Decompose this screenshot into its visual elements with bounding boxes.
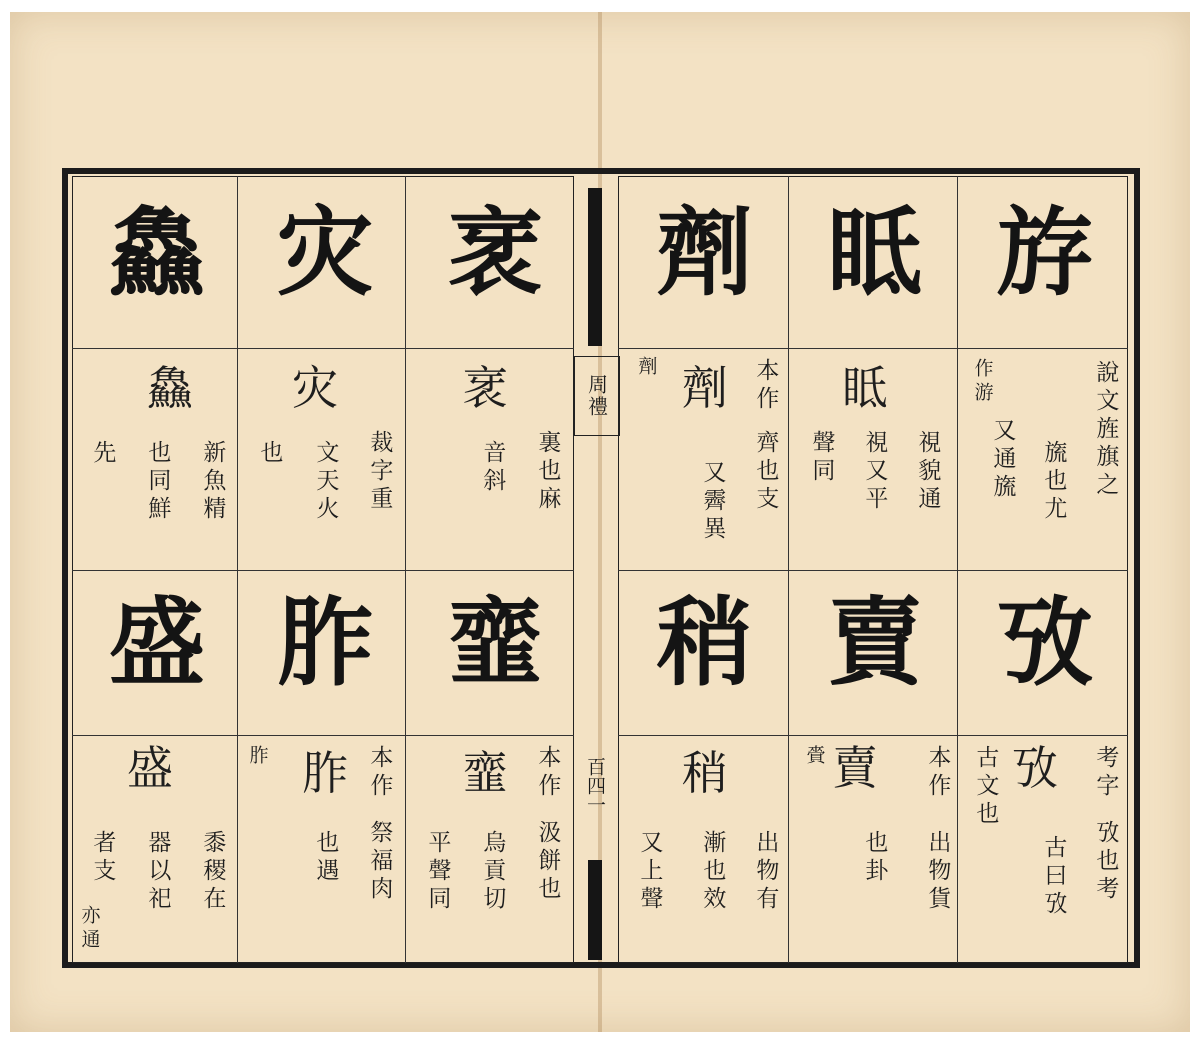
- grid-line: [618, 570, 1128, 571]
- page-number: 百四一: [584, 756, 606, 814]
- seal-script-char: 眡: [842, 361, 888, 415]
- head-char: 稍: [657, 586, 753, 699]
- annotation-column: 齊也支: [752, 430, 779, 514]
- annotation-column: 又上聲: [636, 830, 663, 914]
- annotation-column: 視貌通: [914, 430, 941, 514]
- grid-line: [72, 348, 574, 349]
- annotation-column: 本作: [534, 745, 561, 801]
- head-char: 韲: [447, 586, 543, 699]
- head-char: 攷: [997, 586, 1093, 699]
- annotation-column: 平聲同: [424, 830, 451, 914]
- annotation-column: 又霽異: [699, 460, 726, 544]
- grid-line: [618, 735, 1128, 736]
- annotation-column: 也同鮮: [144, 440, 171, 524]
- seal-script-char: 盛: [127, 741, 173, 795]
- grid-line: [72, 570, 574, 571]
- annotation-column: 亦通: [78, 905, 101, 953]
- annotation-column: 新魚精: [199, 440, 226, 524]
- annotation-column: 者支: [89, 830, 116, 886]
- head-char: 胙: [277, 586, 373, 699]
- grid-line: [72, 735, 574, 736]
- seal-script-char: 韲: [462, 746, 508, 800]
- seal-script-char: 灾: [292, 361, 338, 415]
- annotation-column: 裏也麻: [534, 430, 561, 514]
- annotation-column: 祭福肉: [366, 820, 393, 904]
- annotation-column: 視又平: [861, 430, 888, 514]
- annotation-column: 旒也尤: [1040, 440, 1067, 524]
- annotation-column: 考字: [1092, 745, 1119, 801]
- annotation-column: 也: [256, 440, 283, 468]
- annotation-column: 劑: [635, 356, 658, 380]
- head-char: 眡: [827, 196, 923, 309]
- annotation-column: 古曰攷: [1040, 835, 1067, 919]
- annotation-column: 聲同: [808, 430, 835, 486]
- annotation-column: 作游: [971, 358, 994, 406]
- head-char: 灾: [277, 196, 373, 309]
- annotation-column: 黍稷在: [199, 830, 226, 914]
- head-char: 盛: [109, 586, 205, 699]
- annotation-column: 裁字重: [366, 430, 393, 514]
- seal-script-char: 劑: [682, 361, 728, 415]
- annotation-column: 也卦: [861, 830, 888, 886]
- annotation-column: 說文旌旗之: [1092, 360, 1119, 500]
- head-char: 賣: [827, 586, 923, 699]
- seal-script-char: 賣: [832, 741, 878, 795]
- annotation-column: 賫: [803, 745, 826, 769]
- annotation-column: 文天火: [312, 440, 339, 524]
- annotation-column: 本作: [752, 358, 779, 414]
- seal-script-char: 攷: [1012, 741, 1058, 795]
- annotation-column: 烏貢切: [479, 830, 506, 914]
- grid-line: [618, 348, 1128, 349]
- annotation-column: 本作: [366, 745, 393, 801]
- center-black-bar-lower: [588, 860, 602, 960]
- annotation-column: 又通旒: [989, 418, 1016, 502]
- annotation-column: 汲餅也: [534, 820, 561, 904]
- annotation-column: 先: [89, 440, 116, 468]
- annotation-column: 出物有: [752, 830, 779, 914]
- annotation-column: 古文也: [972, 745, 999, 829]
- seal-script-char: 衺: [462, 361, 508, 415]
- center-black-bar: [588, 188, 602, 346]
- seal-script-char: 鱻: [147, 361, 193, 415]
- seal-script-char: 胙: [302, 746, 348, 800]
- head-char: 劑: [657, 196, 753, 309]
- annotation-column: 器以祀: [144, 830, 171, 914]
- annotation-column: 漸也效: [699, 830, 726, 914]
- annotation-column: 攷也考: [1092, 820, 1119, 904]
- seal-script-char: 稍: [682, 746, 728, 800]
- annotation-column: 出物貨: [924, 830, 951, 914]
- book-title: 周禮: [574, 356, 620, 436]
- annotation-column: 也遇: [312, 830, 339, 886]
- head-char: 鱻: [109, 196, 205, 309]
- annotation-column: 音斜: [479, 440, 506, 496]
- head-char: 斿: [997, 196, 1093, 309]
- annotation-column: 胙: [246, 745, 269, 769]
- annotation-column: 本作: [924, 745, 951, 801]
- head-char: 衺: [447, 196, 543, 309]
